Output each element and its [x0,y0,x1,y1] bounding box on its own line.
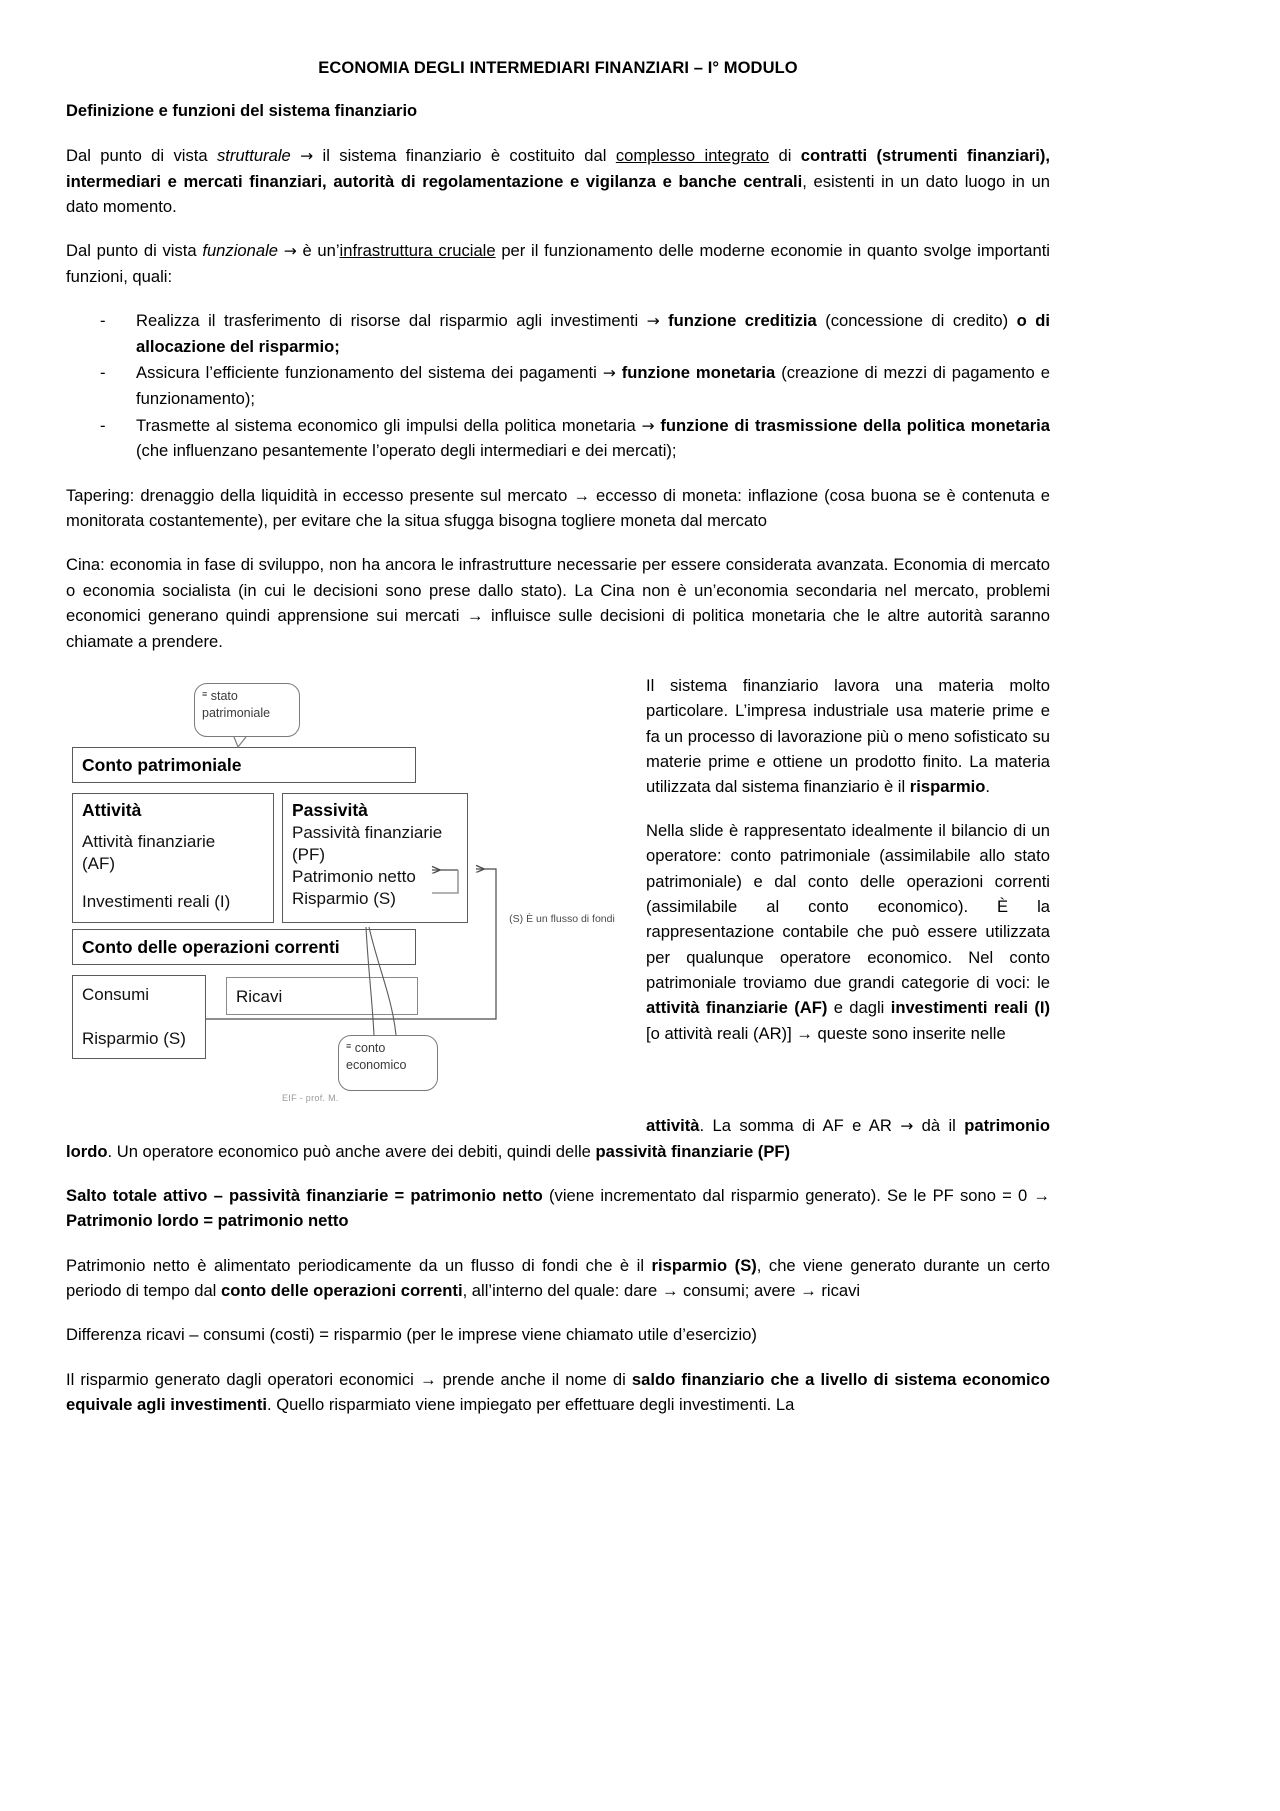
callout-line-1: stato [210,688,238,703]
text-bold-saldo-finanziario: saldo finanziario che a livello di sistema economico equivale agli investimenti [66,1369,1051,1415]
item-text-2: (concessione di credito) [816,311,1017,331]
box-attivita [72,793,274,923]
label-conto-patrimoniale: Conto patrimoniale [82,754,242,775]
functions-list [66,308,1050,463]
arrow-glyph: → [300,146,314,165]
list-item [100,308,1050,359]
arrow-glyph: → [900,1116,914,1135]
text-bold-risparmio-s: risparmio (S) [651,1255,757,1275]
item-bold-1: funzione di trasmissione della politica monetaria [654,415,1050,435]
arrow-glyph: → [602,364,616,383]
paragraph-funzionale [66,238,1050,289]
text-italic-funzionale: funzionale [202,241,278,261]
text-part2: dà il [913,1115,965,1135]
text-bold-risparmio: risparmio [909,777,986,797]
label-attivita-title: Attività [82,799,142,820]
text-bold-contratti: contratti (strumenti finanziari), intermediari e mercati finanziari, autorità di regolamentazione e vigilanza e banche centrali [66,145,1050,191]
diagram-canvas [66,677,622,1115]
text-part2: di [769,145,801,165]
box-ricavi [226,977,418,1015]
list-item [100,413,1050,464]
label-passivita-title: Passività [292,799,368,820]
text-part1: (viene incrementato dal risparmio generato). Se le PF sono = 0 → [542,1185,1051,1205]
paragraph-salto [66,1183,1050,1234]
box-conto-patrimoniale [72,747,416,783]
callout-stato-patrimoniale [194,683,300,737]
item-bold-1: funzione creditizia [659,311,817,331]
text-part1: Il sistema finanziario lavora una materia molto particolare. L’impresa industriale usa materie prime e fa un processo di lavorazione più o meno sofisticato su materie prime e ottiene un prodotto finito. La materia utilizzata dal sistema finanziario è il [646,675,1050,797]
label-ricavi: Ricavi [236,986,283,1006]
label-passivita-line2: (PF) [292,844,326,864]
identity-mark-icon: ≡ [202,688,208,699]
label-conto-operazioni-correnti: Conto delle operazioni correnti [82,936,340,957]
text-bold-investimenti-reali: investimenti reali (I) [890,998,1050,1018]
label-attivita-line1: Attività finanziarie [82,831,216,851]
paragraph-attivita-somma [66,1113,1050,1164]
paragraph-tapering: Tapering: drenaggio della liquidità in eccesso presente sul mercato → eccesso di moneta: inflazione (cosa buona se è contenuta e monitorata costantemente), per evitare che la situa sfugga bisogna togliere moneta dal mercato [66,485,1050,531]
arrow-glyph: → [646,312,660,331]
text-italic-strutturale: strutturale [216,145,291,165]
paragraph-strutturale [66,143,1050,219]
text-part2: . [985,777,991,797]
label-attivita-line3: Investimenti reali (I) [82,891,231,911]
item-bold-2: o di allocazione del risparmio; [136,311,1050,357]
label-passivita-line4: Risparmio (S) [292,889,396,909]
text-bold-conto-operazioni: conto delle operazioni correnti [220,1281,463,1301]
item-text-1: Assicura l’efficiente funzionamento del sistema dei pagamenti [136,363,603,383]
callout-conto-economico [338,1035,438,1091]
text-bold-attivita: attività [646,1115,700,1135]
text-lead: Dal punto di vista [66,241,203,261]
text-underlined-complesso: complesso integrato [615,145,770,165]
text-part1: è un’ [296,241,340,261]
text-part1: Nella slide è rappresentato idealmente il bilancio di un operatore: conto patrimoniale (assimilabile allo stato patrimoniale) e dal conto delle operazioni correnti (assimilabile al conto economico). È la rappresentazione contabile che può essere utilizzata per qualunque operatore economico. Nel conto patrimoniale troviamo due grandi categorie di voci: le [646,820,1050,993]
callout-line-1: conto [354,1040,386,1055]
paragraph-patrimonio-netto [66,1253,1050,1304]
item-bold-1: funzione monetaria [615,363,776,383]
arrow-glyph: → [283,242,297,261]
figure-text-wrap-zone [66,673,1050,1115]
label-consumi: Consumi [82,984,150,1004]
text-part1: . La somma di AF e AR [699,1115,901,1135]
label-attivita-line2: (AF) [82,853,116,873]
paragraph-cina: Cina: economia in fase di sviluppo, non ha ancora le infrastrutture necessarie per essere considerata avanzata. Economia di mercato o economia socialista (in cui le decisioni sono prese dallo stato). La Cina non è un’economia secondaria nel mercato, problemi economici generano quindi apprensione sui mercati → influisce sulle decisioni di politica monetaria che le altre autorità saranno chiamate a prendere. [66,555,1050,651]
document-content [66,58,1050,1437]
text-underlined-infrastruttura: infrastruttura cruciale [339,241,496,261]
text-bold-salto: Salto totale attivo – passività finanziarie = patrimonio netto [66,1185,543,1205]
label-passivita-line1: Passività finanziarie [292,822,443,842]
text-bold-passivita-finanziarie: passività finanziarie (PF) [595,1141,791,1161]
text-part3: . Un operatore economico può anche avere dei debiti, quindi delle [107,1141,596,1161]
text-part1: il sistema finanziario è costituito dal [313,145,616,165]
item-text-2: (creazione di mezzi di pagamento e funzionamento); [136,363,1050,409]
item-text-1: Trasmette al sistema economico gli impulsi della politica monetaria [136,415,642,435]
text-bold-attivita-finanziarie: attività finanziarie (AF) [646,998,828,1018]
paragraph-differenza: Differenza ricavi – consumi (costi) = risparmio (per le imprese viene chiamato utile d’esercizio) [66,1325,757,1345]
document-title: ECONOMIA DEGLI INTERMEDIARI FINANZIARI – I° MODULO [318,59,798,77]
text-part1: Il risparmio generato dagli operatori economici → prende anche il nome di [66,1369,632,1389]
text-part2: , che viene generato durante un certo periodo di tempo dal [66,1255,1050,1301]
text-part3: [o attività reali (AR)] → queste sono inserite nelle [646,1023,1006,1043]
text-part2: . Quello risparmiato viene impiegato per effettuare degli investimenti. La [267,1395,795,1415]
list-item [100,360,1050,411]
text-lead: Dal punto di vista [66,145,217,165]
balance-sheet-figure [66,677,622,1115]
text-bold-patrimonio-lordo-netto: Patrimonio lordo = patrimonio netto [66,1211,349,1231]
text-part1: Patrimonio netto è alimentato periodicamente da un flusso di fondi che è il [66,1255,652,1275]
slide-source-smudge: EIF - prof. M. [282,1092,339,1103]
label-passivita-line3: Patrimonio netto [292,866,416,886]
text-bold-patrimonio-lordo: patrimonio lordo [66,1115,1050,1161]
text-part3: , all’interno del quale: dare → consumi; avere → ricavi [462,1281,861,1301]
callout-text-wrap [339,1036,437,1077]
item-text-2: (che influenzano pesantemente l’operato degli intermediari e dei mercati); [136,441,677,461]
annotation-flusso-di-fondi: (S) È un flusso di fondi [509,912,615,925]
callout-line-2: economico [346,1057,407,1072]
callout-tail-top [234,737,246,747]
paragraph-risparmio-generato [66,1367,1050,1418]
callout-text-wrap [195,684,299,725]
identity-mark-icon: ≡ [346,1040,352,1051]
section-heading: Definizione e funzioni del sistema finanziario [66,102,418,121]
box-consumi-risparmio [72,975,206,1059]
text-part2: e dagli [827,998,891,1018]
callout-line-2: patrimoniale [202,705,271,720]
arrow-glyph: → [641,416,655,435]
text-part2: per il funzionamento delle moderne economie in quanto svolge importanti funzioni, quali: [66,241,1050,287]
label-risparmio: Risparmio (S) [82,1028,186,1048]
item-text-1: Realizza il trasferimento di risorse dal risparmio agli investimenti [136,311,647,331]
box-passivita [282,793,468,923]
box-conto-operazioni-correnti [72,929,416,965]
text-part3: , esistenti in un dato luogo in un dato momento. [66,171,1050,216]
